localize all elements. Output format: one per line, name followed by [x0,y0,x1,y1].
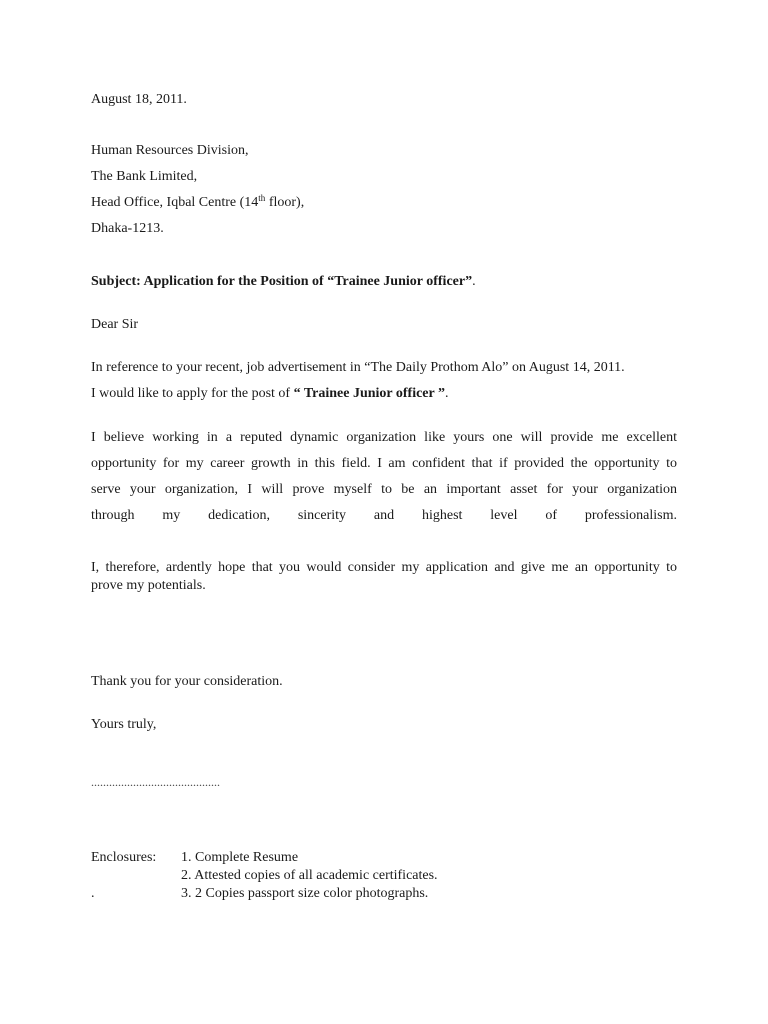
para1-line-2-bold: “ Trainee Junior officer ” [293,386,445,401]
recipient-line-3-pre: Head Office, Iqbal Centre (14 [91,195,259,210]
recipient-line-4: Dhaka-1213. [91,221,164,236]
recipient-line-3-sup: th [258,193,266,203]
recipient-line-3 [91,194,304,212]
para1-line-2-post: . [444,386,449,401]
recipient-line-2: The Bank Limited, [91,169,198,184]
enclosures-label: Enclosures: [91,850,157,865]
letter-date: August 18, 2011. [91,92,187,107]
thanks-line: Thank you for your consideration. [91,674,283,689]
enclosures-dot: . [91,886,95,901]
closing-line: Yours truly, [91,717,157,732]
para1-line-2-pre: I would like to apply for the post of [91,386,294,401]
para2-line-1: I believe working in a reputed dynamic organization like yours one will provide me excellent [91,430,677,445]
para2-line-3: serve your organization, I will prove myself to be an important asset for your organization [91,482,677,497]
recipient-line-1: Human Resources Division, [91,143,249,158]
subject-line [91,273,476,291]
salutation: Dear Sir [91,317,139,332]
para3-line-1: I, therefore, ardently hope that you would consider my application and give me an opportunity to [91,560,677,575]
recipient-line-3-post: floor), [265,195,305,210]
para1-line-1: In reference to your recent, job advertisement in “The Daily Prothom Alo” on August 14, 2011. [91,360,625,375]
para2-line-2: opportunity for my career growth in this field. I am confident that if provided the opportunity to [91,456,677,471]
enclosure-item-1: 1. Complete Resume [181,850,299,865]
signature-line: ........................................... [91,775,220,789]
enclosure-item-3: 3. 2 Copies passport size color photographs. [181,886,429,901]
subject-bold: Subject: Application for the Position of “Trainee Junior officer” [91,274,473,289]
enclosure-item-2: 2. Attested copies of all academic certificates. [181,868,438,883]
subject-tail: . [472,274,476,289]
para1-line-2 [91,385,448,403]
para3-line-2: prove my potentials. [91,578,206,593]
para2-line-4: through my dedication, sincerity and highest level of professionalism. [91,508,677,523]
